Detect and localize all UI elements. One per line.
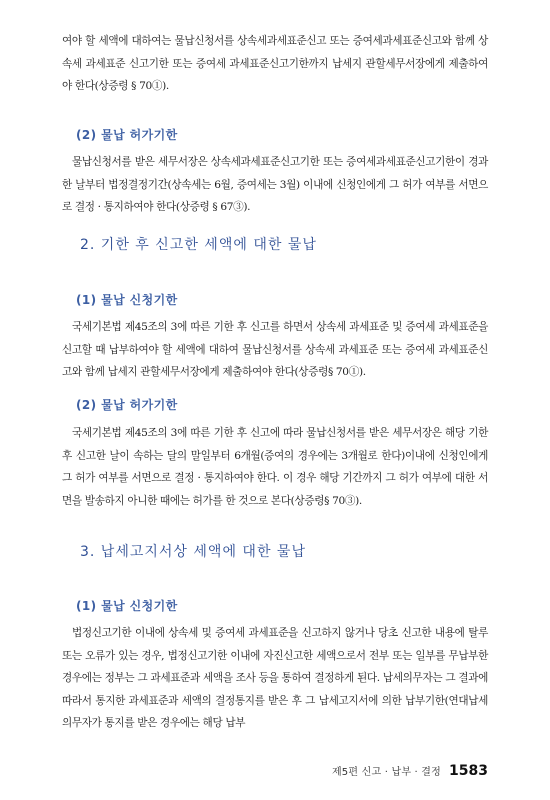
body-paragraph: 법정신고기한 이내에 상속세 및 증여세 과세표준을 신고하지 않거나 당초 신고한 내용에 탈루 또는 오류가 있는 경우, 법정신고기한 이내에 자진신고한 세액으로서 전부 또는 일부를 무납부한 경우에는 정부는 그 과세표준과 세액을 조사 등을 통하여 결정하게 된다. 납세의무자는 그 결과에 따라서 통지한 과세표준과 세액의 결정통지를 받은 후 그 납세고지서에 의한 납부기한(연대납세의무자가 통지를 받은 경우에는 해당 납부 xyxy=(62,627,488,729)
subheading-application-deadline: (1) 물납 신청기한 xyxy=(76,599,178,613)
body-paragraph: 물납신청서를 받은 세무서장은 상속세과세표준신고기한 또는 증여세과세표준신고기한이 경과한 날부터 법정결정기간(상속세는 6월, 증여세는 3월) 이내에 신청인에게 그 허가 여부를 서면으로 결정 · 통지하여야 한다(상증령 § 67③). xyxy=(62,156,488,213)
body-paragraph: 국세기본법 제45조의 3에 따른 기한 후 신고를 하면서 상속세 과세표준 및 증여세 과세표준을 신고할 때 납부하여야 할 세액에 대하여 물납신청서를 상속세 과세표준 또는 증여세 과세표준신고와 함께 납세지 관할세무서장에게 제출하여야 한다(상증령§ 70①). xyxy=(62,321,488,378)
page-footer xyxy=(332,763,488,779)
section-heading-3: 3. 납세고지서상 세액에 대한 물납 xyxy=(80,544,306,560)
body-paragraph: 여야 할 세액에 대하여는 물납신청서를 상속세과세표준신고 또는 증여세과세표준신고와 함께 상속세 과세표준 신고기한 또는 증여세 과세표준신고기한까지 납세지 관할세무서장에게 제출하여야 한다(상증령 § 70①). xyxy=(62,35,488,92)
subheading-permit-deadline: (2) 물납 허가기한 xyxy=(76,128,178,142)
subheading-application-deadline: (1) 물납 신청기한 xyxy=(76,293,178,307)
footer-part-title: 제5편 신고 · 납부 · 결정 xyxy=(331,767,442,778)
page-number: 1583 xyxy=(449,763,488,779)
section-heading-2: 2. 기한 후 신고한 세액에 대한 물납 xyxy=(80,237,317,253)
body-paragraph: 국세기본법 제45조의 3에 따른 기한 후 신고에 따라 물납신청서를 받은 세무서장은 해당 기한 후 신고한 날이 속하는 달의 말일부터 6개월(증여의 경우에는 3개월로 한다)이내에 신청인에게 그 허가 여부를 서면으로 결정 · 통지하여야 한다. 이 경우 해당 기간까지 그 허가 여부에 대한 서면을 발송하지 아니한 때에는 허가를 한 것으로 본다(상증령§ 70③). xyxy=(62,427,488,507)
subheading-permit-deadline: (2) 물납 허가기한 xyxy=(76,398,178,412)
